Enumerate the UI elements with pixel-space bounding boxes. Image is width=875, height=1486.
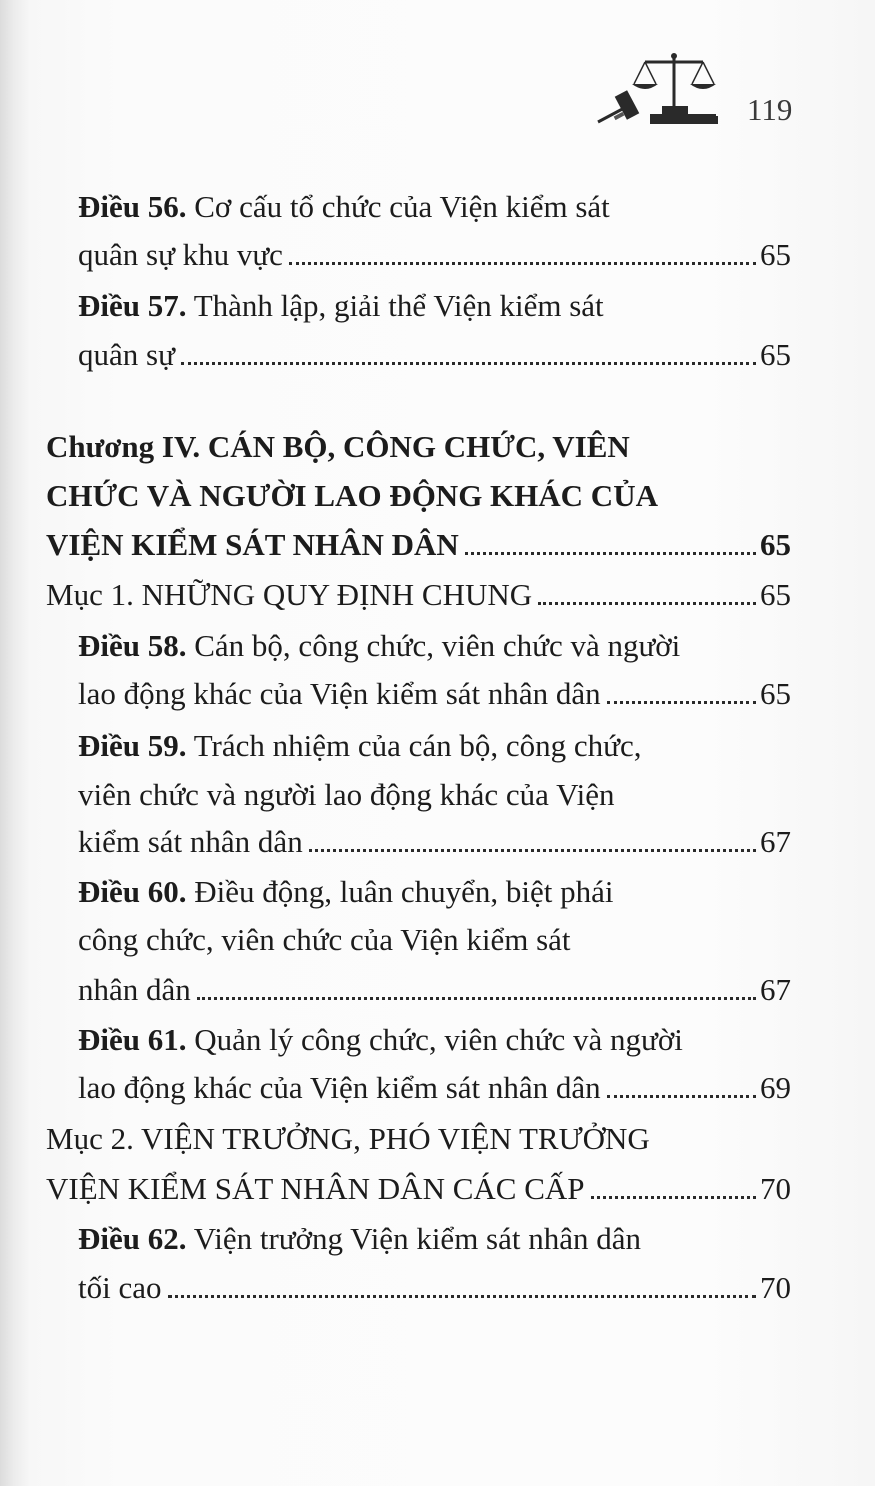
chapter-heading: CHỨC VÀ NGƯỜI LAO ĐỘNG KHÁC CỦA — [46, 478, 658, 513]
article-title: lao động khác của Viện kiểm sát nhân dân — [78, 1070, 601, 1105]
section-heading: Mục 1. NHỮNG QUY ĐỊNH CHUNG — [46, 577, 533, 612]
toc-entry-line — [78, 183, 728, 231]
article-title: Cơ cấu tổ chức của Viện kiểm sát — [194, 189, 610, 224]
dot-leader — [309, 849, 756, 852]
toc-entry-line — [78, 916, 571, 964]
toc-entry-line — [46, 571, 791, 619]
section-heading: Mục 2. VIỆN TRƯỞNG, PHÓ VIỆN TRƯỞNG — [46, 1121, 650, 1156]
dot-leader — [607, 701, 756, 704]
article-title: Quản lý công chức, viên chức và người — [194, 1022, 683, 1057]
page-ref: 65 — [760, 237, 791, 272]
article-title: Viện trưởng Viện kiểm sát nhân dân — [193, 1221, 642, 1256]
toc-entry-line — [78, 1215, 641, 1263]
toc-entry-line — [78, 282, 728, 330]
page-ref: 70 — [760, 1171, 791, 1206]
article-title: nhân dân — [78, 972, 191, 1007]
article-label: Điều 61. — [78, 1022, 187, 1057]
article-title: quân sự khu vực — [78, 237, 283, 272]
section-heading: VIỆN KIỂM SÁT NHÂN DÂN CÁC CẤP — [46, 1171, 585, 1206]
page-ref: 69 — [760, 1070, 791, 1105]
toc-entry-line — [78, 670, 791, 718]
article-title: tối cao — [78, 1270, 162, 1305]
article-title: công chức, viên chức của Viện kiểm sát — [78, 922, 571, 957]
article-label: Điều 59. — [78, 728, 187, 763]
page-ref: 70 — [760, 1270, 791, 1305]
article-title: Cán bộ, công chức, viên chức và người — [194, 628, 681, 663]
article-title: viên chức và người lao động khác của Viện — [78, 777, 615, 812]
toc-entry-line — [78, 231, 791, 279]
dot-leader — [538, 602, 756, 605]
article-title: Thành lập, giải thể Viện kiểm sát — [193, 288, 604, 323]
scales-and-gavel-icon — [590, 48, 730, 130]
toc-entry-line — [78, 1016, 683, 1064]
article-label: Điều 58. — [78, 628, 187, 663]
toc-entry-line — [78, 868, 614, 916]
toc-entry-line — [78, 1264, 791, 1312]
page-ref: 65 — [760, 337, 791, 372]
toc-entry-line — [78, 1064, 791, 1112]
dot-leader — [465, 552, 756, 555]
toc-entry-line — [78, 622, 680, 670]
dot-leader — [197, 997, 756, 1000]
toc-entry-line — [78, 331, 791, 379]
toc-entry-line — [78, 771, 615, 819]
toc-entry-line — [78, 818, 791, 866]
article-title: Trách nhiệm của cán bộ, công chức, — [193, 728, 642, 763]
article-label: Điều 56. — [78, 189, 187, 224]
article-title: kiểm sát nhân dân — [78, 824, 303, 859]
dot-leader — [168, 1295, 757, 1298]
dot-leader — [181, 362, 756, 365]
article-label: Điều 62. — [78, 1221, 187, 1256]
page-ref: 67 — [760, 824, 791, 859]
chapter-heading: VIỆN KIỂM SÁT NHÂN DÂN — [46, 527, 459, 562]
article-title: lao động khác của Viện kiểm sát nhân dân — [78, 676, 601, 711]
page-ref: 67 — [760, 972, 791, 1007]
article-title: quân sự — [78, 337, 175, 372]
page-ref: 65 — [760, 676, 791, 711]
toc-entry-line — [78, 966, 791, 1014]
dot-leader — [607, 1095, 756, 1098]
dot-leader — [591, 1196, 756, 1199]
chapter-heading: Chương IV. CÁN BỘ, CÔNG CHỨC, VIÊN — [46, 429, 630, 464]
article-title: Điều động, luân chuyển, biệt phái — [194, 874, 614, 909]
page-ref: 65 — [760, 527, 791, 562]
page-ref: 65 — [760, 577, 791, 612]
toc-entry-line — [46, 1165, 791, 1213]
toc-entry-line — [78, 722, 642, 770]
dot-leader — [289, 262, 756, 265]
page-number: 119 — [747, 92, 793, 127]
article-label: Điều 60. — [78, 874, 187, 909]
toc-entry-line — [46, 521, 791, 569]
article-label: Điều 57. — [78, 288, 187, 323]
